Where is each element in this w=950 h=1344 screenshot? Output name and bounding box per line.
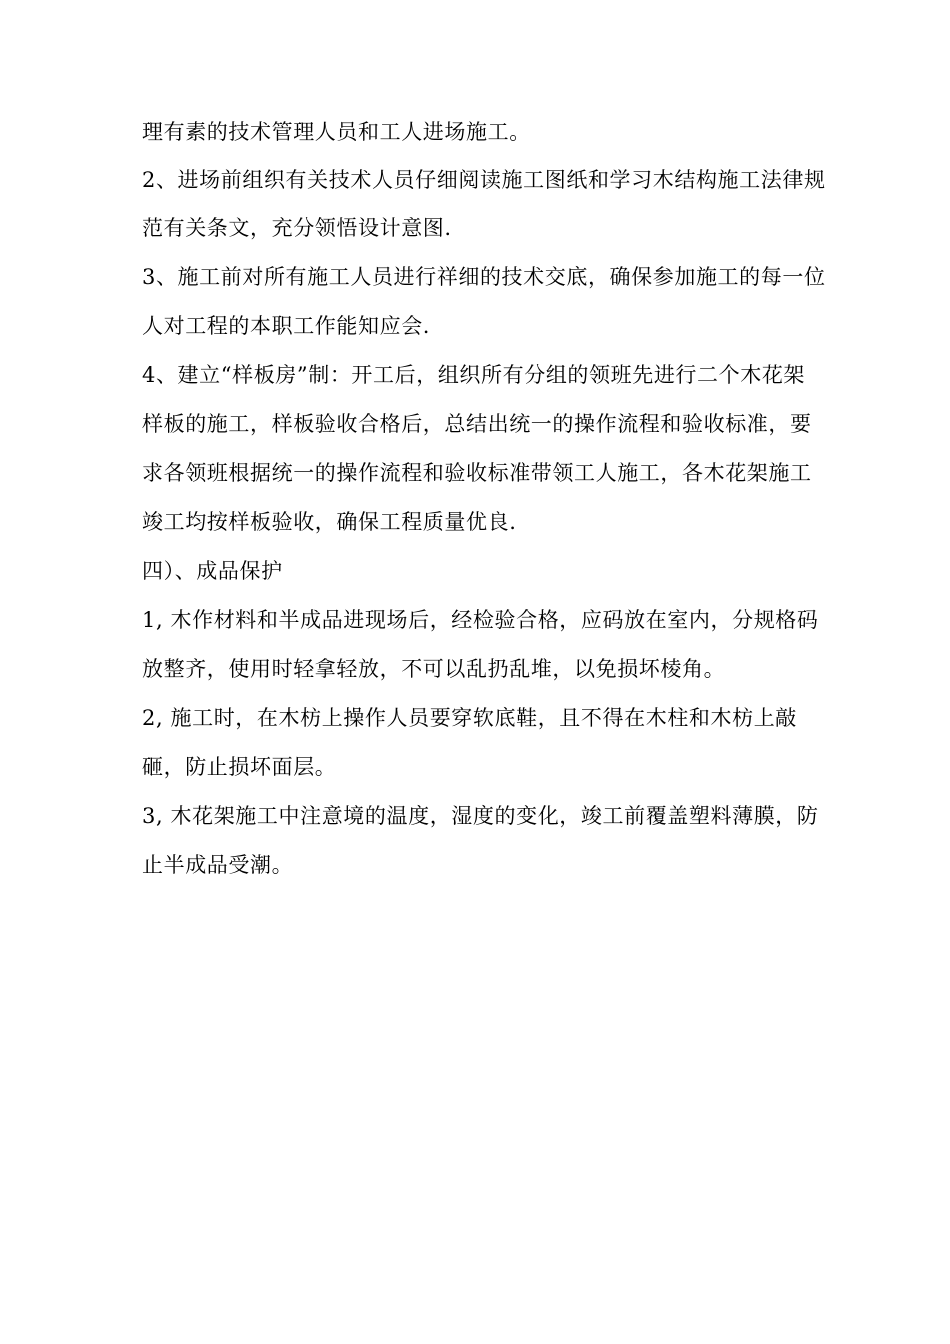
text-line: 求各领班根据统一的操作流程和验收标准带领工人施工，各木花架施工: [142, 461, 812, 485]
text-line: 理有素的技术管理人员和工人进场施工。: [142, 120, 531, 144]
text-line: 止半成品受潮。: [142, 853, 294, 877]
section-heading: 四）、成品保护: [142, 559, 283, 583]
text-line: 3, 木花架施工中注意境的温度，湿度的变化，竣工前覆盖塑料薄膜，防: [142, 804, 819, 828]
text-line: 2、进场前组织有关技术人员仔细阅读施工图纸和学习木结构施工法律规: [142, 168, 826, 192]
text-line: 范有关条文，充分领悟设计意图.: [142, 216, 452, 240]
text-line: 样板的施工，样板验收合格后，总结出统一的操作流程和验收标准，要: [142, 412, 812, 436]
text-line: 竣工均按样板验收，确保工程质量优良.: [142, 510, 517, 534]
text-line: 砸，防止损坏面层。: [142, 755, 337, 779]
text-line: 3、施工前对所有施工人员进行祥细的技术交底，确保参加施工的每一位: [142, 265, 826, 289]
text-line: 人对工程的本职工作能知应会.: [142, 314, 431, 338]
text-line: 放整齐，使用时轻拿轻放，不可以乱扔乱堆，以免损坏棱角。: [142, 657, 726, 681]
text-line: 1, 木作材料和半成品进现场后，经检验合格，应码放在室内，分规格码: [142, 608, 819, 632]
text-line: 2, 施工时，在木枋上操作人员要穿软底鞋，且不得在木柱和木枋上敲: [142, 706, 797, 730]
text-line: 4、建立“样板房”制：开工后，组织所有分组的领班先进行二个木花架: [142, 363, 806, 387]
